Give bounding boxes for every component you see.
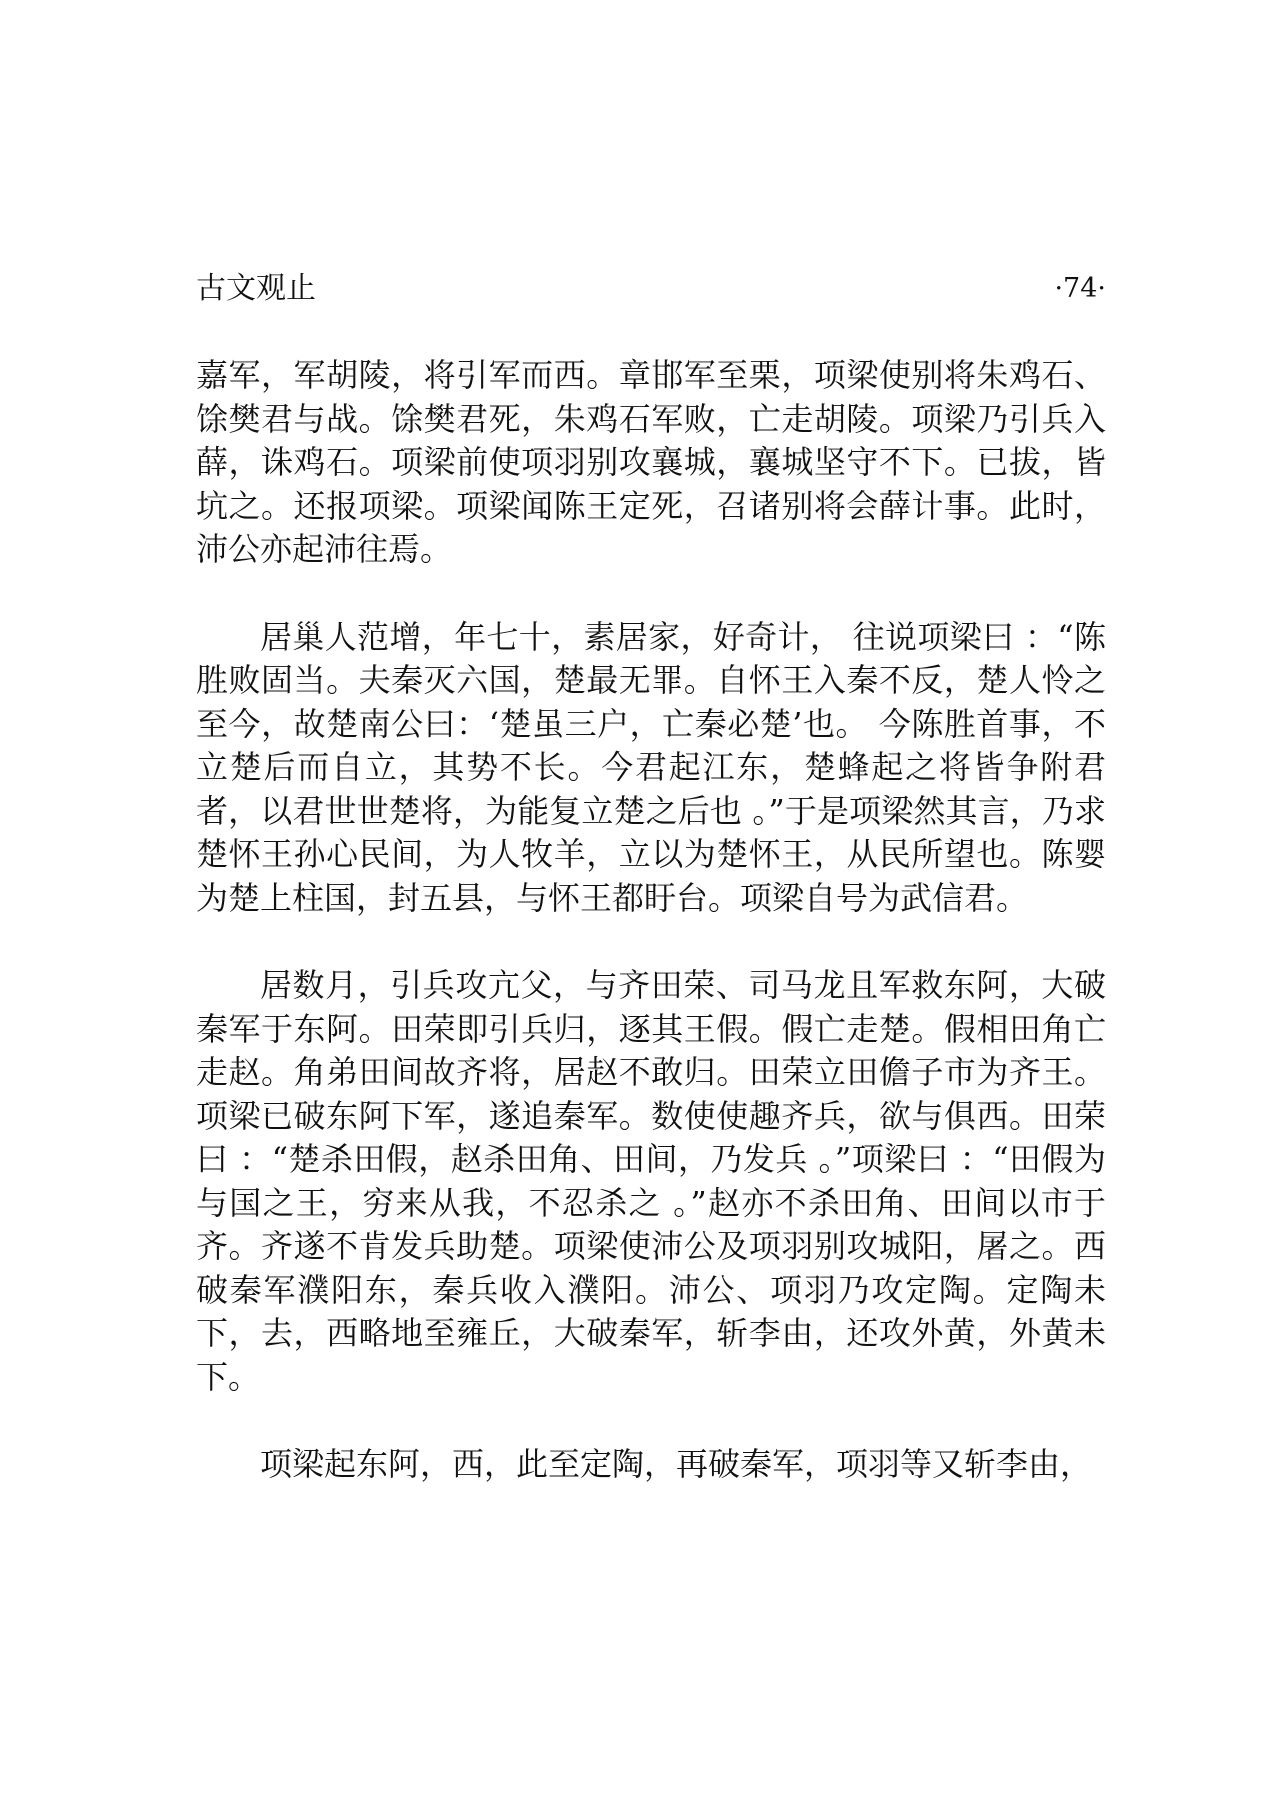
book-title: 古文观止 bbox=[196, 271, 316, 306]
paragraph-3: 居数月，引兵攻亢父，与齐田荣、司马龙且军救东阿，大破秦军于东阿。田荣即引兵归，逐其王假。假亡走楚。假相田角亡走赵。角弟田间故齐将，居赵不敢归。田荣立田儋子市为齐王。项梁已破东阿下军，遂追秦军。数使使趣齐兵，欲与俱西。田荣曰 ：“楚杀田假，赵杀田角、田间，乃发兵 。”项梁曰 ：“田假为与国之王，穷来从我，不忍杀之 。”赵亦不杀田角、田间以市于齐。齐遂不肯发兵助楚。项梁使沛公及项羽别攻城阳，屠之。西破秦军濮阳东，秦兵收入濮阳。沛公、项羽乃攻定陶。定陶未下，去，西略地至雍丘，大破秦军，斩李由，还攻外黄，外黄未下。 bbox=[196, 966, 1106, 1396]
running-header bbox=[196, 268, 1106, 310]
paragraph-1: 嘉军，军胡陵，将引军而西。章邯军至栗，项梁使别将朱鸡石、馀樊君与战。馀樊君死，朱鸡石军败，亡走胡陵。项梁乃引兵入薛，诛鸡石。项梁前使项羽别攻襄城，襄城坚守不下。已拔，皆坑之。还报项梁。项梁闻陈王定死，召诸别将会薛计事。此时，沛公亦起沛往焉。 bbox=[196, 356, 1106, 568]
page-number: ·74· bbox=[1054, 273, 1106, 304]
paragraph-2: 居巢人范增，年七十，素居家，好奇计， 往说项梁曰 ：“陈胜败固当。夫秦灭六国，楚最无罪。自怀王入秦不反，楚人怜之至今，故楚南公曰：‘楚虽三户，亡秦必楚’也。 今陈胜首事，不立楚后而自立，其势不长。今君起江东，楚蜂起之将皆争附君者，以君世世楚将，为能复立楚之后也 。”于是项梁然其言，乃求楚怀王孙心民间，为人牧羊，立以为楚怀王，从民所望也。陈婴为楚上柱国，封五县，与怀王都盱台。项梁自号为武信君。 bbox=[196, 617, 1106, 917]
paragraph-4: 项梁起东阿，西，此至定陶，再破秦军，项羽等又斩李由， bbox=[260, 1445, 1093, 1483]
body-text bbox=[196, 354, 1106, 1531]
